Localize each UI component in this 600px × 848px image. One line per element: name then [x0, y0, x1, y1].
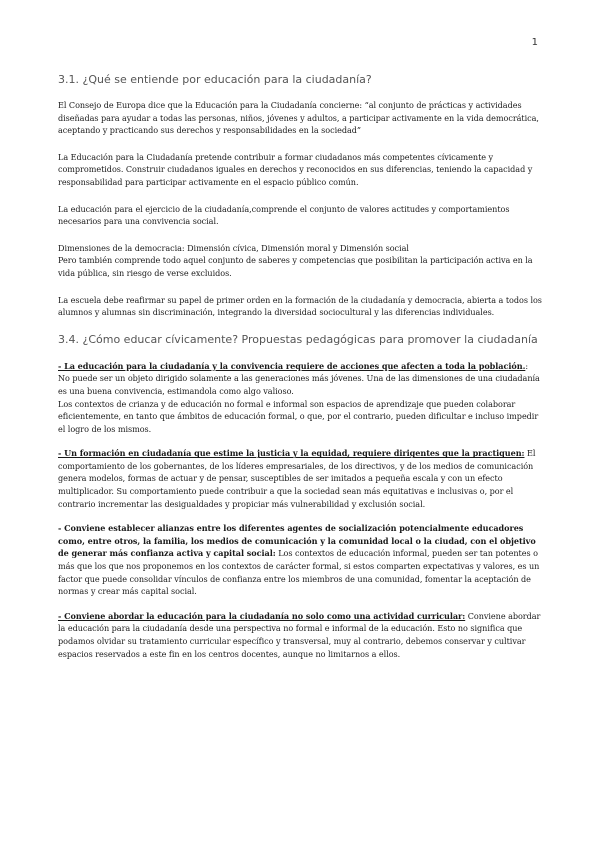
paragraph-consejo-europa: El Consejo de Europa dice que la Educación para la Ciudadanía concierne: “al conjunto de prácticas y actividades diseñadas para ayudar a todas las personas, niños, jóvenes y adultos, a participar activamente en la vida democrática, aceptando y practicando sus derechos y responsabilidades en la sociedad”	[58, 100, 539, 136]
proposal-1-text: : No puede ser un objeto dirigido solamente a las generaciones más jóvenes. Una de las dimensiones de una ciudadanía es una buena convivencia, estimandola como algo valioso.	[58, 360, 540, 396]
proposal-3-title: - Conviene establecer alianzas entre los diferentes agentes de socialización potencialmente educadores como, entre otros, la familia, los medios de comunicación y la comunidad local o la ciudad, con el objetivo de generar más confianza activa y capital social:	[58, 523, 536, 559]
paragraph-educacion-ciudadania: La Educación para la Ciudadanía pretende contribuir a formar ciudadanos más competentes cívicamente y comprometidos. Construir ciudadanos iguales en derechos y reconocidos en sus diferencias, teniendo la capacidad y responsabilidad para participar activamente en el espacio público común.	[58, 151, 533, 187]
proposal-item-1	[58, 360, 542, 436]
proposal-4-title: - Conviene abordar la educación para la ciudadanía no solo como una actividad curricular:	[58, 610, 466, 621]
proposal-item-3	[58, 522, 542, 598]
section-heading-3-1: 3.1. ¿Qué se entiende por educación para la ciudadanía?	[58, 73, 372, 86]
proposal-2-title: - Un formación en ciudadanía que estime la justicia y la equidad, requiere dirigentes que la practiquen:	[58, 448, 525, 459]
proposal-1-text-2: Los contextos de crianza y de educación no formal e informal son espacios de aprendizaje que pueden colaborar eficientemente, en tanto que ámbitos de educación formal, o que, por el contrario, pueden dificultar e incluso impedir el logro de los mismos.	[58, 398, 539, 434]
document-body	[58, 73, 542, 672]
proposal-4-text: Conviene abordar la educación para la ciudadanía desde una perspectiva no formal e informal de la educación. Esto no significa que podamos olvidar su tratamiento curricular específico y transversal, muy al contrario, debemos conservar y cultivar espacios reservados a este fin en los centros docentes, aunque no limitarnos a ellos.	[58, 610, 541, 659]
paragraph-dimensiones	[58, 242, 542, 280]
page-number: 1	[531, 37, 538, 48]
proposal-item-2	[58, 447, 542, 510]
proposal-1-title: - La educación para la ciudadanía y la convivencia requiere de acciones que afecten a toda la población.	[58, 360, 526, 371]
proposal-3-text: Los contextos de educación informal, pueden ser tan potentes o más que los que nos proponemos en los contextos de carácter formal, si estos comparten expectativas y valores, es un factor que puede consolidar vínculos de confianza entre los miembros de una comunidad, fomentar la aceptación de normas y crear más capital social.	[58, 548, 540, 597]
saberes-line: Pero también comprende todo aquel conjunto de saberes y competencias que posibilitan la participación activa en la vida pública, sin riesgo de verse excluidos.	[58, 255, 533, 278]
proposal-2-text: El comportamiento de los gobernantes, de los líderes empresariales, de los directivos, y de los medios de comunicación genera modelos, formas de actuar y de pensar, susceptibles de ser imitados a pequeña escala y con un efecto multiplicador. Su comportamiento puede contribuir a que la sociedad sean más equitativas e inclusivas o, por el contrario incrementar las desigualdades y propiciar más vulnerabilidad y exclusión social.	[58, 448, 536, 509]
section-heading-3-4: 3.4. ¿Cómo educar cívicamente? Propuestas pedagógicas para promover la ciudadanía	[58, 332, 538, 346]
dimensiones-line: Dimensiones de la democracia: Dimensión cívica, Dimensión moral y Dimensión social	[58, 242, 409, 253]
paragraph-escuela: La escuela debe reafirmar su papel de primer orden en la formación de la ciudadanía y democracia, abierta a todos los alumnos y alumnas sin discriminación, integrando la diversidad sociocultural y las diferencias individuales.	[58, 294, 542, 318]
proposal-item-4	[58, 610, 542, 660]
paragraph-ejercicio-ciudadania: La educación para el ejercicio de la ciudadanía,comprende el conjunto de valores actitudes y comportamientos necesarios para una convivencia social.	[58, 203, 510, 227]
